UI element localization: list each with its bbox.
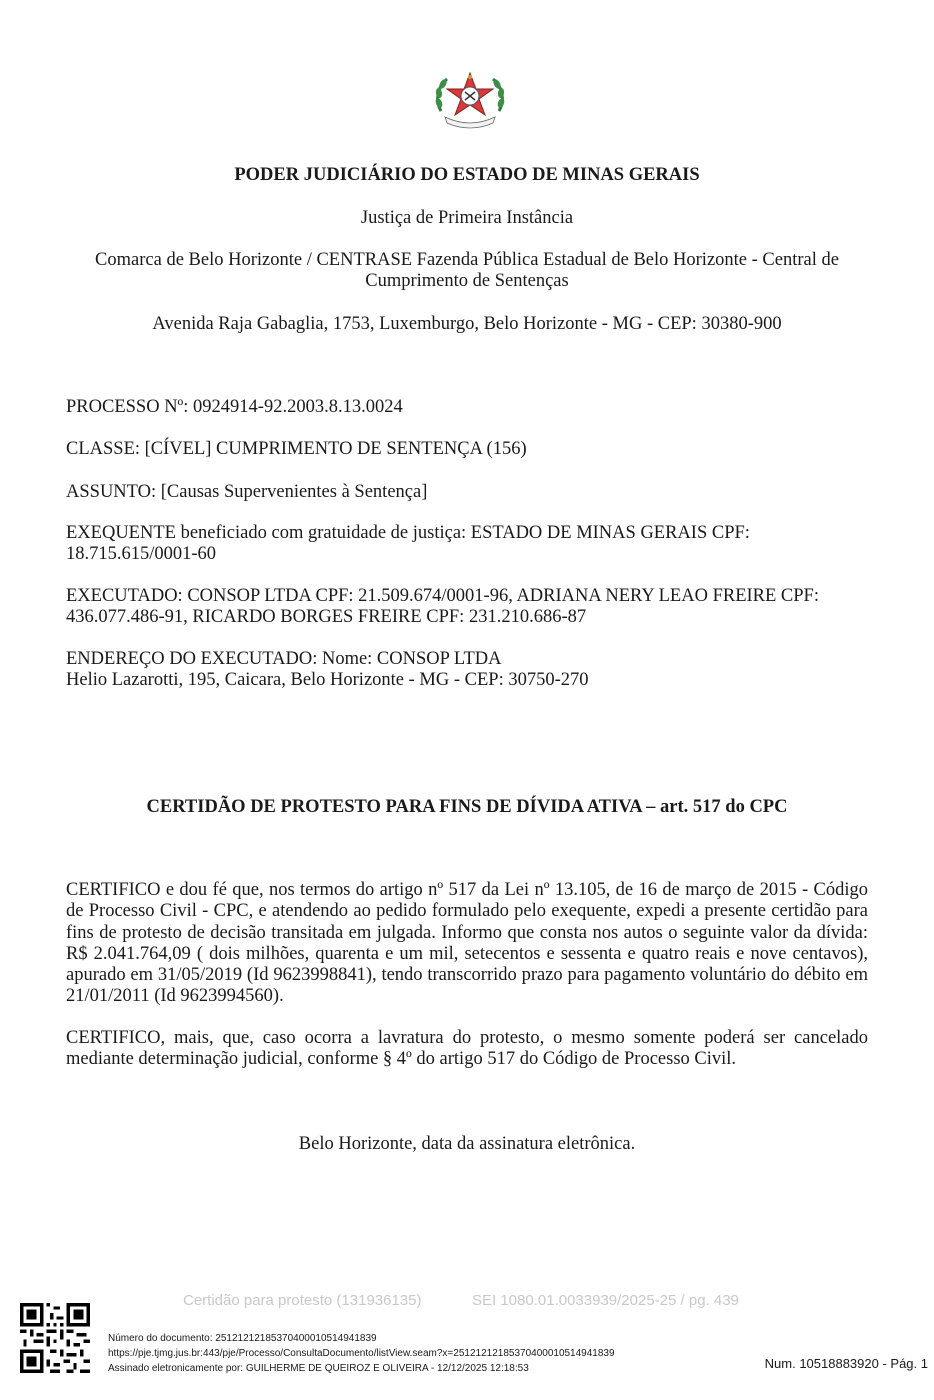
executado-line-2: 436.077.486-91, RICARDO BORGES FREIRE CPF: 231.210.686-87 [66, 607, 587, 627]
comarca-line-1: Comarca de Belo Horizonte / CENTRASE Fazenda Pública Estadual de Belo Horizonte - Central de [95, 250, 839, 270]
stamp-document-label: Certidão para protesto (131936135) [183, 1292, 422, 1309]
processo-number: PROCESSO Nº: 0924914-92.2003.8.13.0024 [66, 397, 403, 417]
coat-of-arms-seal [431, 69, 509, 133]
document-number: Número do documento: 25121212185370400010514941839 [108, 1333, 377, 1344]
place-and-date: Belo Horizonte, data da assinatura eletrônica. [298, 1134, 636, 1154]
exequente-line-1: EXEQUENTE beneficiado com gratuidade de justiça: ESTADO DE MINAS GERAIS CPF: [66, 523, 750, 543]
document-url-link[interactable]: https://pje.tjmg.jus.br:443/pje/Processo/ConsultaDocumento/listView.seam?x=25121212185370400010514941839 [108, 1348, 615, 1359]
stamp-sei-reference: SEI 1080.01.0033939/2025-25 / pg. 439 [472, 1292, 739, 1309]
court-address: Avenida Raja Gabaglia, 1753, Luxemburgo, Belo Horizonte - MG - CEP: 30380-900 [152, 314, 782, 334]
exequente-line-2: 18.715.615/0001-60 [66, 544, 217, 564]
certificate-title: CERTIDÃO DE PROTESTO PARA FINS DE DÍVIDA ATIVA – art. 517 do CPC [146, 797, 788, 817]
assunto-field: ASSUNTO: [Causas Supervenientes à Sentença] [66, 482, 428, 502]
certificate-paragraph-1: CERTIFICO e dou fé que, nos termos do artigo nº 517 da Lei nº 13.105, de 16 de março de 2015 - Código de Processo Civil - CPC, e atendendo ao pedido formulado pelo exequente, expedi a presente certidão para fins de protesto de decisão transitada em julgada. Informo que consta nos autos o seguinte valor da dívida: R$ 2.041.764,09 ( dois milhões, quarenta e um mil, setecentos e sessenta e quatro reais e nove centavos), apurado em 31/05/2019 (Id 9623998841), tendo transcorrido prazo para pagamento voluntário do débito em 21/01/2011 (Id 9623994560). [66, 880, 868, 1007]
endereco-line-2: Helio Lazarotti, 195, Caicara, Belo Horizonte - MG - CEP: 30750-270 [66, 670, 589, 690]
qr-code-icon [20, 1303, 90, 1373]
classe-field: CLASSE: [CÍVEL] CUMPRIMENTO DE SENTENÇA (156) [66, 439, 527, 459]
court-title: PODER JUDICIÁRIO DO ESTADO DE MINAS GERAIS [234, 165, 700, 185]
electronic-signature: Assinado eletronicamente por: GUILHERME DE QUEIROZ E OLIVEIRA - 12/12/2025 12:18:53 [108, 1363, 529, 1374]
page-number: Num. 10518883920 - Pág. 1 [764, 1356, 928, 1371]
minas-gerais-coat-of-arms-icon [431, 69, 509, 133]
instance-line: Justiça de Primeira Instância [360, 208, 574, 228]
comarca-line-2: Cumprimento de Sentenças [365, 271, 569, 291]
executado-line-1: EXECUTADO: CONSOP LTDA CPF: 21.509.674/0001-96, ADRIANA NERY LEAO FREIRE CPF: [66, 586, 819, 606]
certificate-paragraph-2: CERTIFICO, mais, que, caso ocorra a lavratura do protesto, o mesmo somente poderá ser cancelado mediante determinação judicial, conforme § 4º do artigo 517 do Código de Processo Civil. [66, 1028, 868, 1070]
endereco-line-1: ENDEREÇO DO EXECUTADO: Nome: CONSOP LTDA [66, 649, 502, 669]
